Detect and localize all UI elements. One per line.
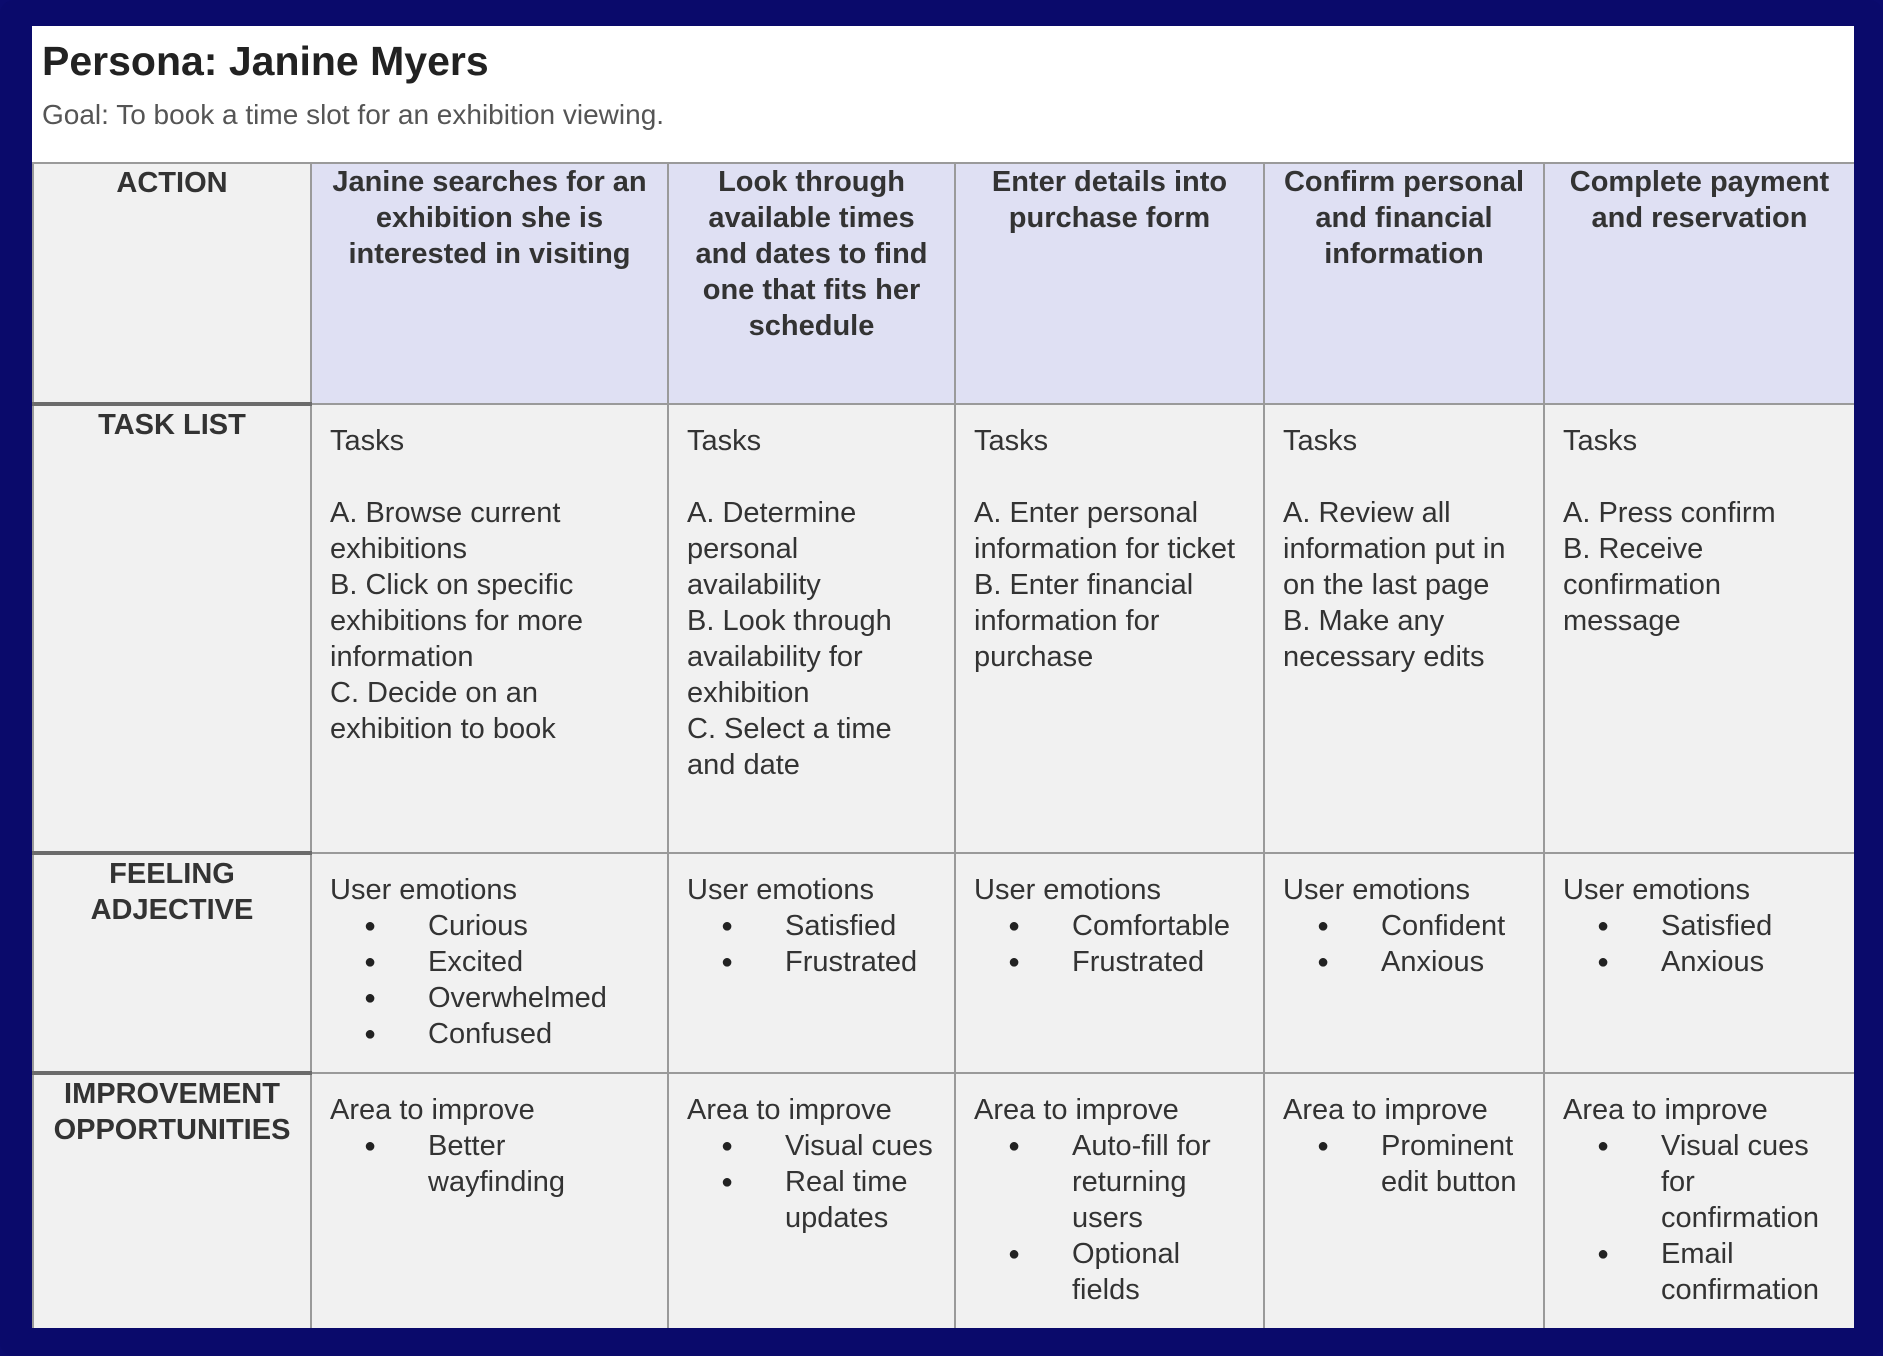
action-cell-stage-5: Complete payment and reservation: [1544, 163, 1854, 404]
row-label-improvement-opportunities: [33, 1073, 311, 1328]
task-cell-stage-1: [311, 404, 668, 853]
improve-heading: Area to improve: [1283, 1094, 1488, 1126]
task-item: A. Determine personal availability: [687, 497, 857, 601]
emotion-item: ● Curious: [330, 908, 649, 944]
action-cell-stage-4: Confirm personal and financial information: [1264, 163, 1544, 404]
action-cell-stage-3: Enter details into purchase form: [955, 163, 1264, 404]
feeling-row: [33, 853, 1854, 1073]
improvement-item: ● Visual cues: [687, 1128, 936, 1164]
emotions-heading: User emotions: [1563, 874, 1750, 906]
improve-heading: Area to improve: [330, 1094, 535, 1126]
improvement-item: ● Better wayfinding: [330, 1128, 649, 1200]
emotion-list: [687, 908, 936, 980]
emotion-item: ● Satisfied: [1563, 908, 1836, 944]
improvement-item: ● Visual cues for confirmation: [1563, 1128, 1836, 1236]
improvement-cell-stage-5: [1544, 1073, 1854, 1328]
tasks-heading: Tasks: [1283, 425, 1358, 457]
emotion-cell-stage-1: [311, 853, 668, 1073]
journey-map-table: [32, 162, 1854, 1328]
tasks-heading: Tasks: [974, 425, 1049, 457]
task-cell-stage-4: [1264, 404, 1544, 853]
emotion-list: [1563, 908, 1836, 980]
emotion-cell-stage-3: [955, 853, 1264, 1073]
improve-heading: Area to improve: [1563, 1094, 1768, 1126]
tasks-heading: Tasks: [330, 425, 405, 457]
emotion-item: ● Frustrated: [974, 944, 1245, 980]
task-list-row: [33, 404, 1854, 853]
improvement-item: ● Email confirmation: [1563, 1236, 1836, 1308]
improvement-cell-stage-1: [311, 1073, 668, 1328]
task-cell-stage-2: [668, 404, 955, 853]
page-title: Persona: Janine Myers: [42, 38, 489, 84]
emotion-item: ● Satisfied: [687, 908, 936, 944]
emotion-cell-stage-2: [668, 853, 955, 1073]
improvement-cell-stage-2: [668, 1073, 955, 1328]
task-item: B. Receive confirmation message: [1563, 533, 1721, 637]
emotions-heading: User emotions: [687, 874, 874, 906]
improvement-row: [33, 1073, 1854, 1328]
emotion-list: [330, 908, 649, 1052]
task-item: A. Enter personal information for ticket: [974, 497, 1236, 565]
improvement-list: [1283, 1128, 1525, 1200]
improvement-list: [1563, 1128, 1836, 1308]
row-label-action: ACTION: [33, 163, 311, 404]
improvement-item: ● Prominent edit button: [1283, 1128, 1525, 1200]
emotion-item: ● Excited: [330, 944, 649, 980]
emotion-cell-stage-4: [1264, 853, 1544, 1073]
task-item: C. Select a time and date: [687, 713, 892, 781]
improve-heading: Area to improve: [687, 1094, 892, 1126]
improvement-cell-stage-3: [955, 1073, 1264, 1328]
task-item: A. Browse current exhibitions: [330, 497, 561, 565]
task-item: B. Enter financial information for purchase: [974, 569, 1194, 673]
header: [42, 32, 1844, 162]
emotion-item: ● Overwhelmed: [330, 980, 649, 1016]
task-item: A. Press confirm: [1563, 497, 1776, 529]
improvement-cell-stage-4: [1264, 1073, 1544, 1328]
emotion-item: ● Comfortable: [974, 908, 1245, 944]
improvement-item: ● Real time updates: [687, 1164, 936, 1236]
improvement-list: [687, 1128, 936, 1236]
task-item: C. Decide on an exhibition to book: [330, 677, 556, 745]
tasks-heading: Tasks: [687, 425, 762, 457]
emotions-heading: User emotions: [330, 874, 517, 906]
emotion-item: ● Frustrated: [687, 944, 936, 980]
row-label-feeling-line1: FEELING: [109, 858, 235, 890]
improvement-list: [974, 1128, 1245, 1308]
emotion-item: ● Anxious: [1283, 944, 1525, 980]
task-cell-stage-3: [955, 404, 1264, 853]
row-label-improvement-line1: IMPROVEMENT: [64, 1078, 280, 1110]
journey-map-sheet: [32, 26, 1854, 1328]
improvement-item: ● Optional fields: [974, 1236, 1245, 1308]
task-item: B. Look through availability for exhibition: [687, 605, 892, 709]
task-item: B. Make any necessary edits: [1283, 605, 1485, 673]
action-cell-stage-2: Look through available times and dates to find one that fits her schedule: [668, 163, 955, 404]
emotions-heading: User emotions: [1283, 874, 1470, 906]
row-label-feeling-line2: ADJECTIVE: [90, 894, 254, 926]
row-label-task-list: TASK LIST: [33, 404, 311, 853]
row-label-feeling-adjective: [33, 853, 311, 1073]
task-item: A. Review all information put in on the last page: [1283, 497, 1506, 601]
row-label-improvement-line2: OPPORTUNITIES: [53, 1114, 291, 1146]
task-item: B. Click on specific exhibitions for more information: [330, 569, 584, 673]
emotion-item: ● Confident: [1283, 908, 1525, 944]
emotion-item: ● Confused: [330, 1016, 649, 1052]
improvement-list: [330, 1128, 649, 1200]
action-cell-stage-1: Janine searches for an exhibition she is interested in visiting: [311, 163, 668, 404]
goal-text: Goal: To book a time slot for an exhibition viewing.: [42, 99, 665, 130]
emotion-list: [1283, 908, 1525, 980]
task-cell-stage-5: [1544, 404, 1854, 853]
emotion-item: ● Anxious: [1563, 944, 1836, 980]
emotions-heading: User emotions: [974, 874, 1161, 906]
emotion-list: [974, 908, 1245, 980]
tasks-heading: Tasks: [1563, 425, 1638, 457]
action-row: [33, 163, 1854, 404]
improve-heading: Area to improve: [974, 1094, 1179, 1126]
improvement-item: ● Auto-fill for returning users: [974, 1128, 1245, 1236]
emotion-cell-stage-5: [1544, 853, 1854, 1073]
